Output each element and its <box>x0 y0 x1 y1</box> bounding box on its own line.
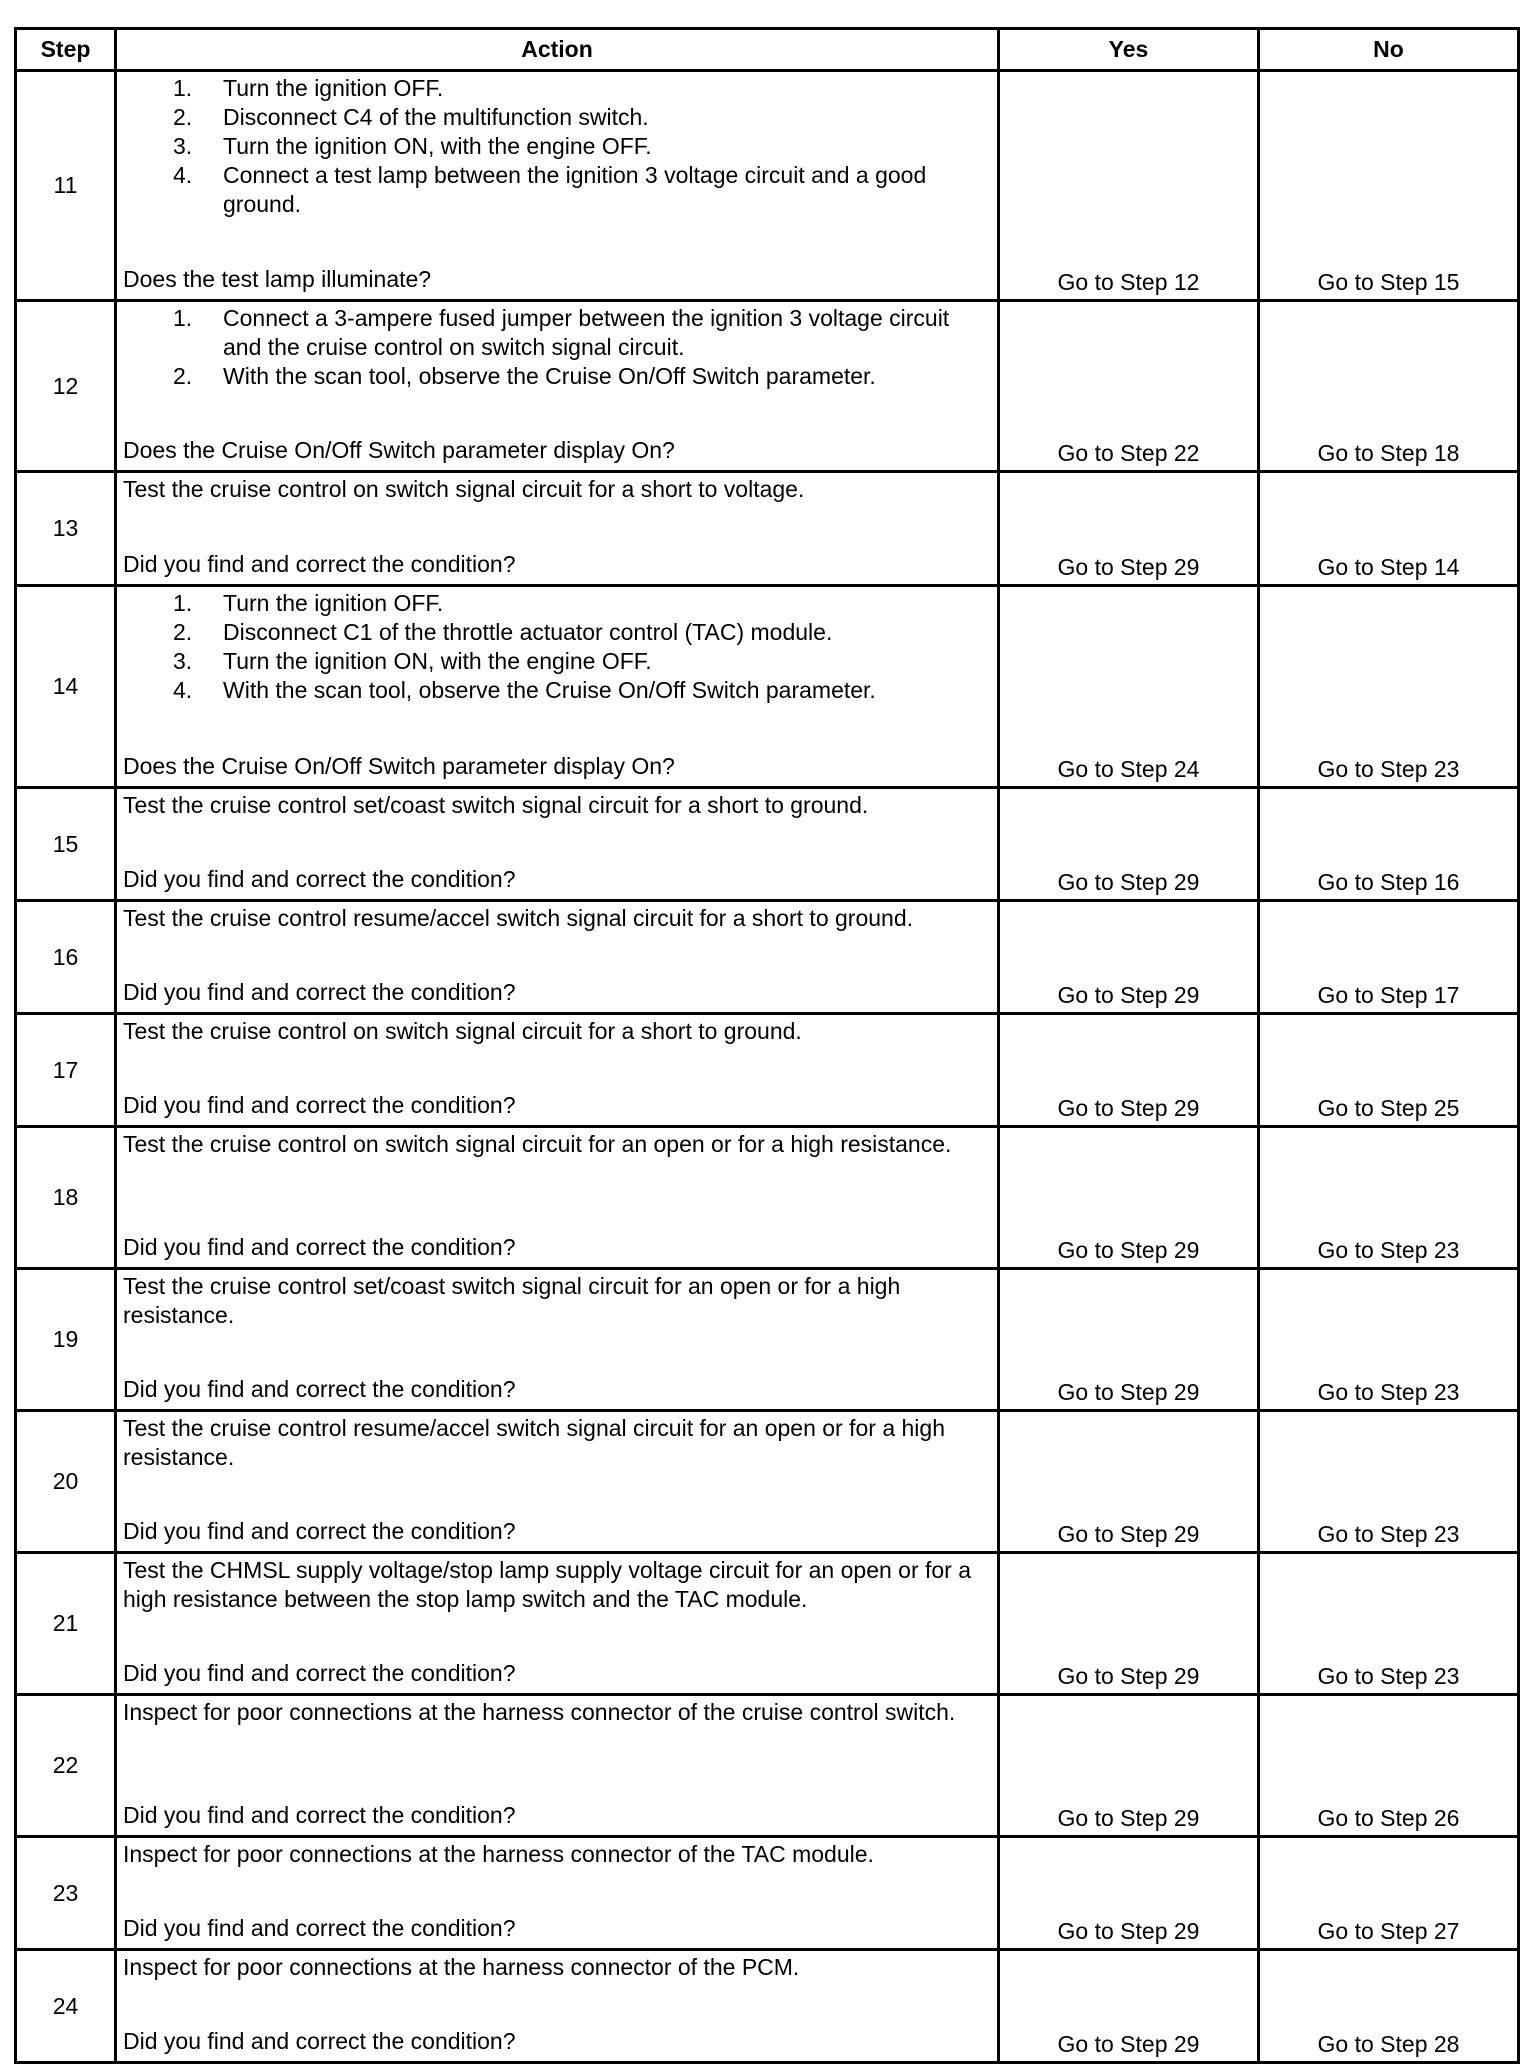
diagnostic-document <box>14 27 1517 2064</box>
no-result: Go to Step 14 <box>1317 554 1460 580</box>
yes-cell <box>999 1411 1259 1553</box>
table-row <box>16 472 1519 586</box>
no-cell <box>1259 1411 1519 1553</box>
action-instruction: Test the cruise control set/coast switch signal circuit for an open or for a high resistance. <box>123 1273 901 1328</box>
action-content <box>117 1696 997 1832</box>
action-item-number: 3. <box>173 648 193 674</box>
yes-cell <box>999 586 1259 788</box>
no-cell <box>1259 901 1519 1014</box>
no-result: Go to Step 17 <box>1317 982 1460 1008</box>
no-cell <box>1259 1553 1519 1695</box>
yes-result: Go to Step 29 <box>1057 869 1200 895</box>
action-question: Does the Cruise On/Off Switch parameter display On? <box>123 437 675 463</box>
step-number: 24 <box>16 1950 116 2063</box>
yes-cell <box>999 1837 1259 1950</box>
step-number: 12 <box>16 301 116 472</box>
action-question: Did you find and correct the condition? <box>123 1234 516 1260</box>
table-row <box>16 1269 1519 1411</box>
action-cell <box>116 301 999 472</box>
action-list-item <box>117 676 991 705</box>
table-row <box>16 1411 1519 1553</box>
no-result: Go to Step 26 <box>1317 1805 1460 1831</box>
action-cell <box>116 1695 999 1837</box>
yes-result: Go to Step 29 <box>1057 1805 1200 1831</box>
header-no: No <box>1259 29 1519 71</box>
table-row <box>16 1950 1519 2063</box>
table-row <box>16 1837 1519 1950</box>
action-cell <box>116 1411 999 1553</box>
action-cell <box>116 472 999 586</box>
step-number: 22 <box>16 1695 116 1837</box>
no-result: Go to Step 16 <box>1317 869 1460 895</box>
action-cell <box>116 1127 999 1269</box>
step-number: 16 <box>16 901 116 1014</box>
step-number: 13 <box>16 472 116 586</box>
action-item-number: 1. <box>173 590 193 616</box>
action-cell <box>116 1950 999 2063</box>
yes-result: Go to Step 29 <box>1057 1095 1200 1121</box>
action-instruction: Inspect for poor connections at the harness connector of the PCM. <box>123 1954 800 1980</box>
action-item-number: 1. <box>173 75 193 101</box>
action-list-item <box>117 103 991 132</box>
action-item-number: 3. <box>173 133 193 159</box>
action-content <box>117 902 997 1009</box>
no-cell <box>1259 1269 1519 1411</box>
action-question: Did you find and correct the condition? <box>123 1915 516 1941</box>
no-result: Go to Step 28 <box>1317 2031 1460 2057</box>
action-question: Does the Cruise On/Off Switch parameter display On? <box>123 753 675 779</box>
yes-cell <box>999 788 1259 901</box>
no-result: Go to Step 23 <box>1317 1521 1460 1547</box>
action-item-text: Turn the ignition OFF. <box>223 75 444 101</box>
action-list <box>117 587 997 705</box>
action-item-text: With the scan tool, observe the Cruise On/Off Switch parameter. <box>223 677 876 703</box>
action-item-text: Disconnect C1 of the throttle actuator control (TAC) module. <box>223 619 833 645</box>
no-cell <box>1259 1014 1519 1127</box>
table-row <box>16 586 1519 788</box>
table-row <box>16 788 1519 901</box>
yes-result: Go to Step 29 <box>1057 1379 1200 1405</box>
diagnostic-steps-table <box>14 27 1520 2064</box>
no-cell <box>1259 586 1519 788</box>
action-item-number: 4. <box>173 162 193 188</box>
action-instruction: Test the cruise control on switch signal circuit for a short to ground. <box>123 1018 802 1044</box>
yes-result: Go to Step 29 <box>1057 982 1200 1008</box>
no-cell <box>1259 472 1519 586</box>
yes-result: Go to Step 24 <box>1057 756 1200 782</box>
action-cell <box>116 901 999 1014</box>
step-number: 15 <box>16 788 116 901</box>
action-content <box>117 72 997 296</box>
yes-result: Go to Step 29 <box>1057 1521 1200 1547</box>
action-item-text: Connect a test lamp between the ignition 3 voltage circuit and a good ground. <box>223 162 927 217</box>
table-row <box>16 301 1519 472</box>
step-number: 14 <box>16 586 116 788</box>
step-number: 11 <box>16 71 116 301</box>
table-row <box>16 1127 1519 1269</box>
action-instruction: Test the cruise control set/coast switch signal circuit for a short to ground. <box>123 792 869 818</box>
no-cell <box>1259 1837 1519 1950</box>
action-list-item <box>117 304 991 362</box>
action-content <box>117 473 997 581</box>
action-question: Did you find and correct the condition? <box>123 1376 516 1402</box>
no-cell <box>1259 1695 1519 1837</box>
yes-cell <box>999 472 1259 586</box>
no-result: Go to Step 23 <box>1317 1379 1460 1405</box>
action-list-item <box>117 132 991 161</box>
yes-cell <box>999 1695 1259 1837</box>
table-row <box>16 71 1519 301</box>
yes-cell <box>999 71 1259 301</box>
yes-cell <box>999 1269 1259 1411</box>
action-content <box>117 1128 997 1264</box>
no-result: Go to Step 25 <box>1317 1095 1460 1121</box>
step-number: 19 <box>16 1269 116 1411</box>
action-list-item <box>117 362 991 391</box>
yes-cell <box>999 1127 1259 1269</box>
no-result: Go to Step 23 <box>1317 1663 1460 1689</box>
action-content <box>117 587 997 783</box>
action-list <box>117 72 997 219</box>
action-list-item <box>117 647 991 676</box>
action-question: Did you find and correct the condition? <box>123 1518 516 1544</box>
action-list-item <box>117 589 991 618</box>
action-item-number: 2. <box>173 104 193 130</box>
step-number: 23 <box>16 1837 116 1950</box>
yes-cell <box>999 1950 1259 2063</box>
no-result: Go to Step 23 <box>1317 1237 1460 1263</box>
table-row <box>16 1695 1519 1837</box>
yes-result: Go to Step 29 <box>1057 1918 1200 1944</box>
yes-cell <box>999 301 1259 472</box>
action-content <box>117 1270 997 1406</box>
step-number: 20 <box>16 1411 116 1553</box>
no-cell <box>1259 1950 1519 2063</box>
action-instruction: Test the cruise control resume/accel switch signal circuit for a short to ground. <box>123 905 914 931</box>
action-question: Does the test lamp illuminate? <box>123 266 432 292</box>
action-list-item <box>117 74 991 103</box>
action-content <box>117 1412 997 1548</box>
action-instruction: Test the cruise control on switch signal circuit for an open or for a high resistance. <box>123 1131 952 1157</box>
action-question: Did you find and correct the condition? <box>123 866 516 892</box>
action-question: Did you find and correct the condition? <box>123 1092 516 1118</box>
header-yes: Yes <box>999 29 1259 71</box>
action-question: Did you find and correct the condition? <box>123 551 516 577</box>
yes-result: Go to Step 22 <box>1057 440 1200 466</box>
action-item-text: Turn the ignition OFF. <box>223 590 444 616</box>
action-item-number: 2. <box>173 363 193 389</box>
yes-result: Go to Step 29 <box>1057 2031 1200 2057</box>
no-cell <box>1259 1127 1519 1269</box>
action-question: Did you find and correct the condition? <box>123 2028 516 2054</box>
action-item-text: With the scan tool, observe the Cruise On/Off Switch parameter. <box>223 363 876 389</box>
action-cell <box>116 1269 999 1411</box>
no-cell <box>1259 71 1519 301</box>
yes-cell <box>999 1553 1259 1695</box>
no-cell <box>1259 788 1519 901</box>
action-instruction: Inspect for poor connections at the harness connector of the cruise control switch. <box>123 1699 956 1725</box>
table-row <box>16 1014 1519 1127</box>
action-content <box>117 302 997 467</box>
yes-result: Go to Step 29 <box>1057 1237 1200 1263</box>
yes-cell <box>999 1014 1259 1127</box>
action-content <box>117 1951 997 2058</box>
table-body <box>16 71 1519 2063</box>
header-action: Action <box>116 29 999 71</box>
action-content <box>117 789 997 896</box>
table-row <box>16 1553 1519 1695</box>
header-row <box>16 29 1519 71</box>
action-instruction: Test the cruise control resume/accel switch signal circuit for an open or for a high resistance. <box>123 1415 945 1470</box>
action-item-text: Disconnect C4 of the multifunction switch. <box>223 104 649 130</box>
yes-cell <box>999 901 1259 1014</box>
action-content <box>117 1015 997 1122</box>
action-content <box>117 1554 997 1690</box>
action-question: Did you find and correct the condition? <box>123 979 516 1005</box>
header-step: Step <box>16 29 116 71</box>
action-cell <box>116 1837 999 1950</box>
no-result: Go to Step 23 <box>1317 756 1460 782</box>
action-item-text: Connect a 3-ampere fused jumper between the ignition 3 voltage circuit and the cruise control on switch signal circuit. <box>223 305 950 360</box>
action-list <box>117 302 997 391</box>
action-item-text: Turn the ignition ON, with the engine OFF. <box>223 648 652 674</box>
action-cell <box>116 1014 999 1127</box>
action-cell <box>116 586 999 788</box>
action-instruction: Test the cruise control on switch signal circuit for a short to voltage. <box>123 476 805 502</box>
no-result: Go to Step 15 <box>1317 269 1460 295</box>
action-item-number: 4. <box>173 677 193 703</box>
action-question: Did you find and correct the condition? <box>123 1660 516 1686</box>
step-number: 18 <box>16 1127 116 1269</box>
action-item-number: 1. <box>173 305 193 331</box>
no-result: Go to Step 18 <box>1317 440 1460 466</box>
action-cell <box>116 71 999 301</box>
yes-result: Go to Step 29 <box>1057 1663 1200 1689</box>
step-number: 21 <box>16 1553 116 1695</box>
yes-result: Go to Step 12 <box>1057 269 1200 295</box>
action-instruction: Inspect for poor connections at the harness connector of the TAC module. <box>123 1841 874 1867</box>
action-list-item <box>117 161 991 219</box>
step-number: 17 <box>16 1014 116 1127</box>
action-content <box>117 1838 997 1945</box>
action-instruction: Test the CHMSL supply voltage/stop lamp supply voltage circuit for an open or for a high resistance between the stop lamp switch and the TAC module. <box>123 1557 972 1612</box>
action-item-number: 2. <box>173 619 193 645</box>
yes-result: Go to Step 29 <box>1057 554 1200 580</box>
action-list-item <box>117 618 991 647</box>
action-question: Did you find and correct the condition? <box>123 1802 516 1828</box>
no-result: Go to Step 27 <box>1317 1918 1460 1944</box>
action-cell <box>116 1553 999 1695</box>
no-cell <box>1259 301 1519 472</box>
table-row <box>16 901 1519 1014</box>
action-cell <box>116 788 999 901</box>
action-item-text: Turn the ignition ON, with the engine OFF. <box>223 133 652 159</box>
